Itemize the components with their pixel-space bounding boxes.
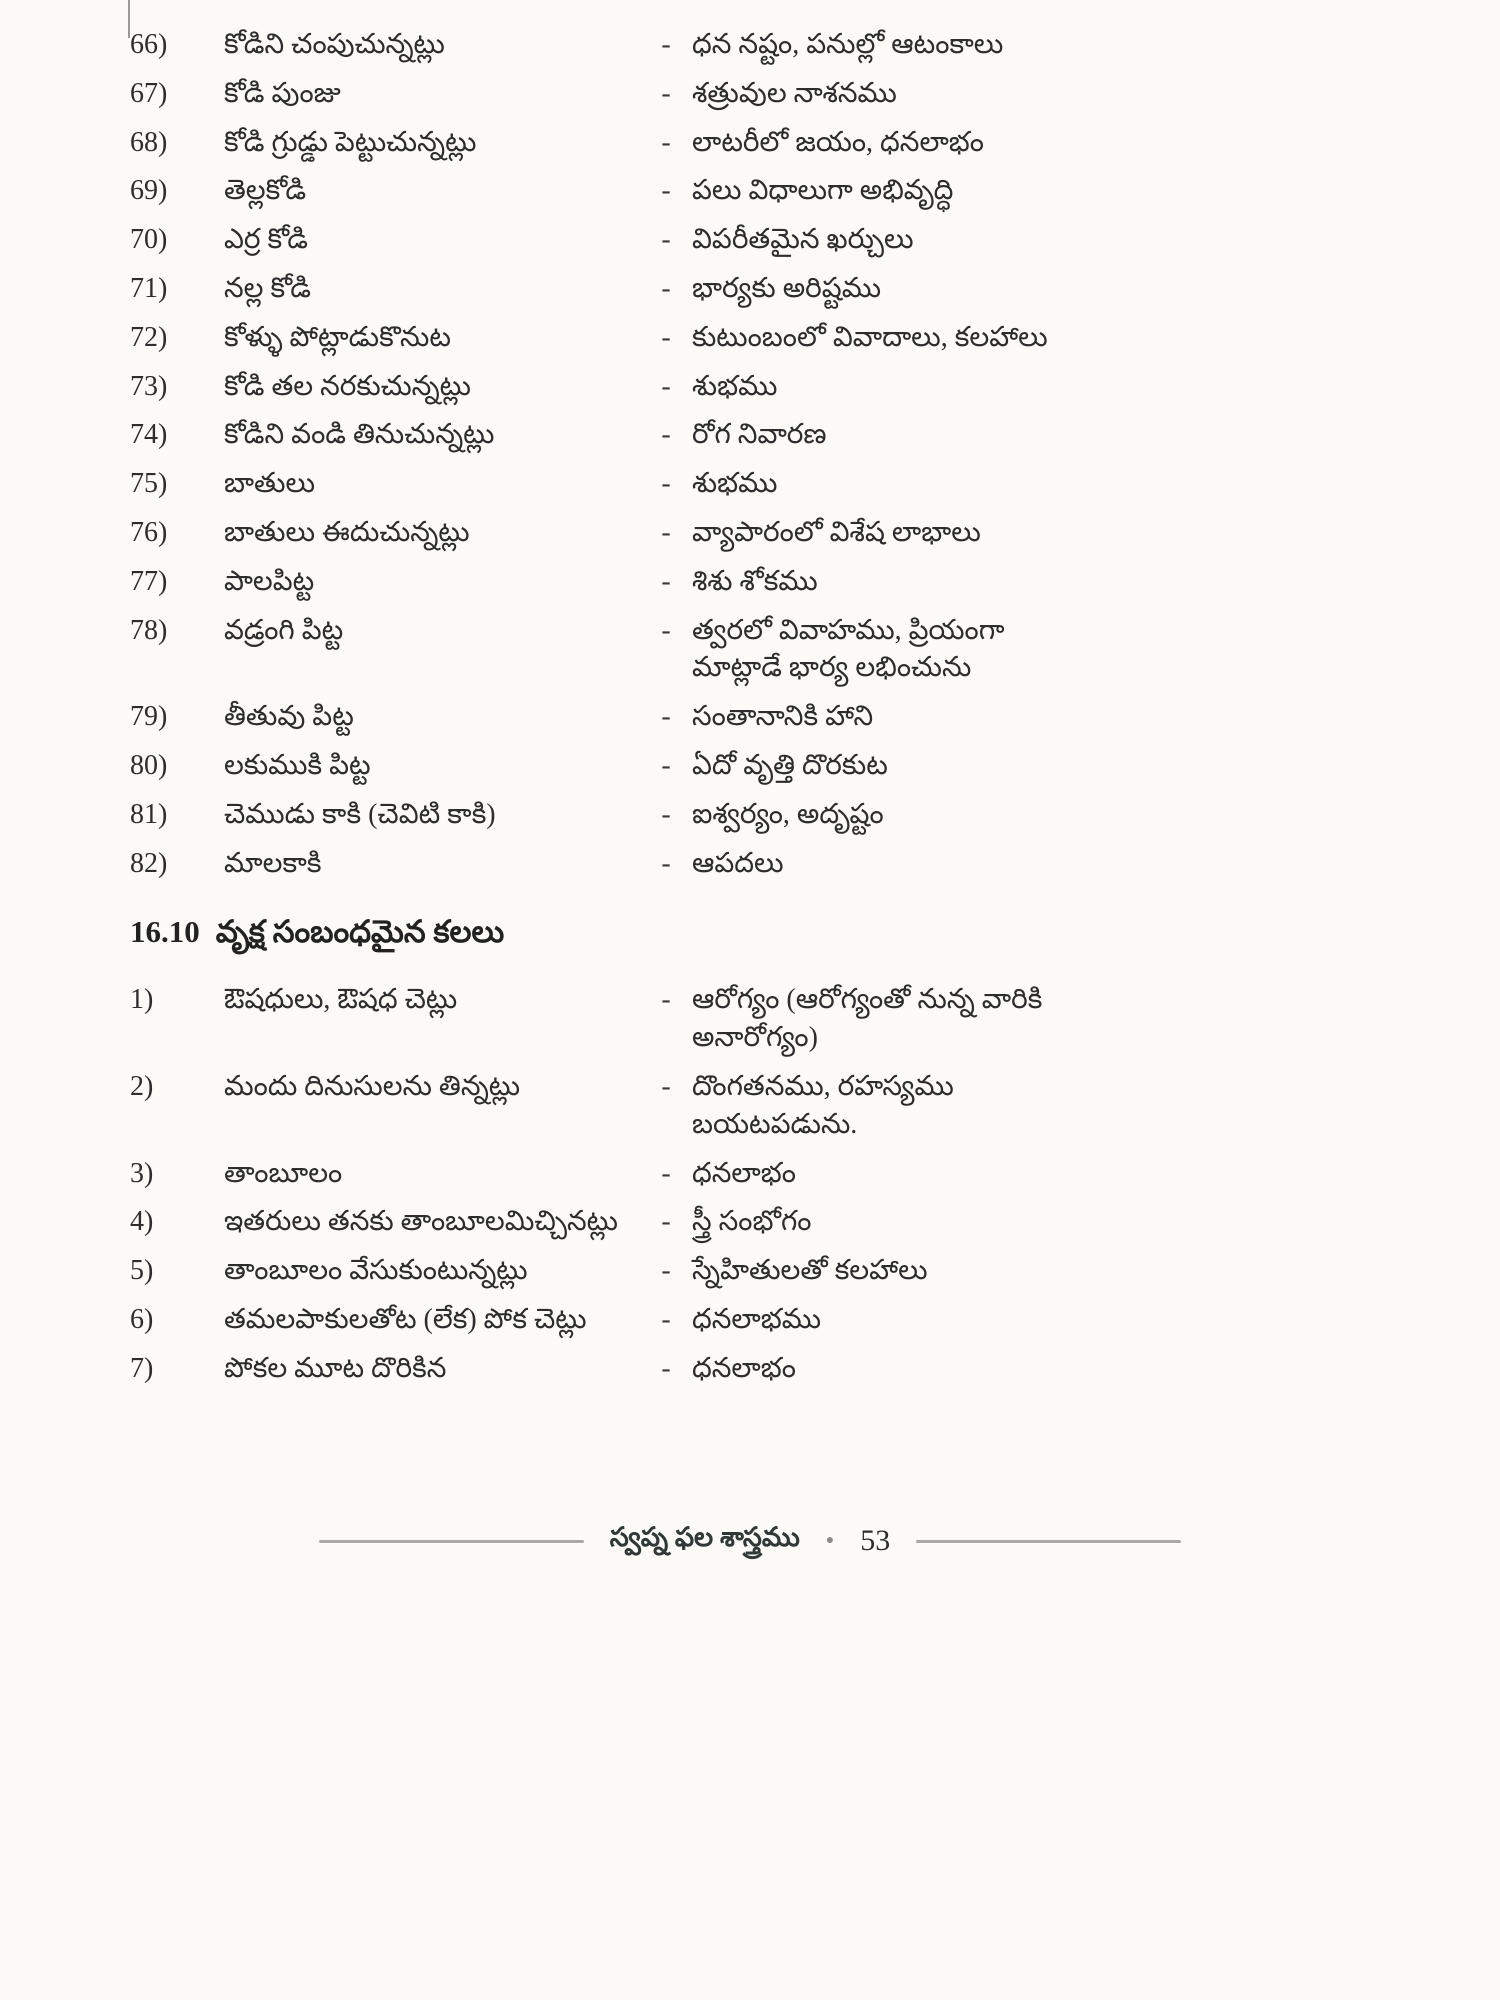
item-number: 71)	[130, 272, 168, 304]
separator-dash: -	[661, 1070, 671, 1102]
result-text: త్వరలో వివాహము, ప్రియంగా మాట్లాడే భార్య లభించును	[692, 614, 1005, 684]
separator-dash: -	[661, 798, 671, 830]
separator-dash: -	[661, 370, 671, 402]
result-text: ధనలాభం	[692, 1157, 796, 1189]
result-text: శిశు శోకము	[692, 565, 818, 597]
separator-dash: -	[661, 468, 671, 500]
item-number: 74)	[130, 419, 168, 451]
separator-dash: -	[661, 77, 671, 109]
result-text: విపరీతమైన ఖర్చులు	[692, 224, 914, 256]
dream-text: పాలపిట్ట	[224, 565, 315, 597]
result-text: స్త్రీ సంభోగం	[692, 1206, 812, 1238]
list-item	[128, 368, 1440, 406]
result-text: శుభము	[692, 468, 778, 500]
list-item	[128, 26, 1440, 64]
result-text: శత్రువుల నాశనము	[692, 77, 897, 109]
separator-dash: -	[661, 516, 671, 548]
list-item	[128, 1301, 1440, 1339]
item-number: 5)	[130, 1255, 154, 1287]
list-item	[128, 796, 1440, 834]
dream-list-66-82	[128, 26, 1440, 882]
dream-text: బాతులు	[224, 468, 316, 500]
dream-text: మాలకాకి	[224, 847, 322, 879]
dream-text: తాంబూలం వేసుకుంటున్నట్లు	[224, 1255, 528, 1287]
dream-text: తీతువు పిట్ట	[224, 701, 354, 733]
dream-text: బాతులు ఈదుచున్నట్లు	[224, 516, 470, 548]
item-number: 72)	[130, 321, 168, 353]
result-text: ధనలాభము	[692, 1303, 822, 1335]
dream-text: తెల్లకోడి	[224, 175, 307, 207]
item-number: 80)	[130, 749, 168, 781]
footer-page-number: 53	[860, 1524, 891, 1557]
item-number: 1)	[130, 984, 154, 1016]
result-text: పలు విధాలుగా అభివృద్ధి	[692, 175, 954, 207]
footer-book-title: స్వప్న ఫల శాస్త్రము	[609, 1522, 800, 1552]
page-footer	[0, 1522, 1500, 1560]
item-number: 76)	[130, 516, 168, 548]
separator-dash: -	[661, 984, 671, 1016]
item-number: 67)	[130, 77, 168, 109]
result-text: కుటుంబంలో వివాదాలు, కలహాలు	[692, 321, 1048, 353]
item-number: 75)	[130, 468, 168, 500]
list-item	[128, 514, 1440, 552]
result-text: దొంగతనము, రహస్యము బయటపడును.	[692, 1070, 954, 1140]
item-number: 81)	[130, 798, 168, 830]
separator-dash: -	[661, 1255, 671, 1287]
list-item	[128, 845, 1440, 883]
list-item	[128, 221, 1440, 259]
result-text: స్నేహితులతో కలహాలు	[692, 1255, 928, 1287]
result-text: భార్యకు అరిష్టము	[692, 272, 882, 304]
dream-text: తాంబూలం	[224, 1157, 343, 1189]
list-item	[128, 465, 1440, 503]
list-item	[128, 1203, 1440, 1241]
list-item	[128, 1155, 1440, 1193]
result-text: ఆరోగ్యం (ఆరోగ్యంతో నున్న వారికి అనారోగ్యం)	[692, 984, 1043, 1054]
dream-text: వడ్రంగి పిట్ట	[224, 614, 344, 646]
section-heading	[130, 914, 1440, 957]
dream-text: కోడి పుంజు	[224, 77, 341, 109]
list-item	[128, 981, 1440, 1057]
dream-text: కోడిని వండి తినుచున్నట్లు	[224, 419, 495, 451]
separator-dash: -	[661, 175, 671, 207]
section-title: వృక్ష సంబంధమైన కలలు	[215, 914, 505, 950]
list-item	[128, 563, 1440, 601]
footer-rule-right	[916, 1540, 1181, 1543]
item-number: 7)	[130, 1352, 154, 1384]
item-number: 78)	[130, 614, 168, 646]
list-item	[128, 319, 1440, 357]
list-item	[128, 747, 1440, 785]
separator-dash: -	[661, 1303, 671, 1335]
list-item	[128, 416, 1440, 454]
separator-dash: -	[661, 701, 671, 733]
result-text: ఆపదలు	[692, 847, 784, 879]
page-edge-mark	[128, 0, 130, 38]
item-number: 68)	[130, 126, 168, 158]
list-item	[128, 1350, 1440, 1388]
item-number: 6)	[130, 1303, 154, 1335]
dream-text: కోడిని చంపుచున్నట్లు	[224, 29, 445, 60]
dream-text: కోడి గ్రుడ్డు పెట్టుచున్నట్లు	[224, 126, 477, 158]
item-number: 70)	[130, 224, 168, 256]
dream-text: కోడి తల నరకుచున్నట్లు	[224, 370, 471, 402]
item-number: 77)	[130, 565, 168, 597]
result-text: శుభము	[692, 370, 778, 402]
separator-dash: -	[661, 419, 671, 451]
list-item	[128, 75, 1440, 113]
dream-text: ఎర్ర కోడి	[224, 224, 309, 256]
item-number: 2)	[130, 1070, 154, 1102]
dream-text: నల్ల కోడి	[224, 272, 312, 304]
list-item	[128, 698, 1440, 736]
list-item	[128, 270, 1440, 308]
item-number: 4)	[130, 1206, 154, 1238]
list-item	[128, 124, 1440, 162]
dream-text: ఔషధులు, ఔషధ చెట్లు	[224, 984, 458, 1016]
dream-text: పోకల మూట దొరికిన	[224, 1352, 447, 1384]
separator-dash: -	[661, 321, 671, 353]
item-number: 66)	[130, 29, 168, 60]
result-text: వ్యాపారంలో విశేష లాభాలు	[692, 516, 981, 548]
result-text: ధన నష్టం, పనుల్లో ఆటంకాలు	[692, 29, 1004, 60]
result-text: ఏదో వృత్తి దొరకుట	[692, 749, 888, 781]
list-item	[128, 172, 1440, 210]
dream-text: కోళ్ళు పోట్లాడుకొనుట	[224, 321, 451, 353]
result-text: ధనలాభం	[692, 1352, 796, 1384]
footer-rule-left	[319, 1540, 584, 1543]
item-number: 3)	[130, 1157, 154, 1189]
separator-dash: -	[661, 272, 671, 304]
separator-dash: -	[661, 847, 671, 879]
result-text: రోగ నివారణ	[692, 419, 827, 451]
item-number: 82)	[130, 847, 168, 879]
dream-text: చెముడు కాకి (చెవిటి కాకి)	[224, 798, 496, 830]
separator-dash: -	[661, 1352, 671, 1384]
separator-dash: -	[661, 1157, 671, 1189]
list-item	[128, 1068, 1440, 1144]
list-item	[128, 1252, 1440, 1290]
dream-text: ఇతరులు తనకు తాంబూలమిచ్చినట్లు	[224, 1206, 618, 1238]
footer-dot: ●	[825, 1533, 835, 1548]
result-text: లాటరీలో జయం, ధనలాభం	[692, 126, 984, 158]
result-text: సంతానానికి హాని	[692, 701, 874, 733]
separator-dash: -	[661, 749, 671, 781]
section-number: 16.10	[130, 914, 200, 950]
item-number: 73)	[130, 370, 168, 402]
item-number: 79)	[130, 701, 168, 733]
separator-dash: -	[661, 614, 671, 646]
item-number: 69)	[130, 175, 168, 207]
dream-list-tree-section	[128, 981, 1440, 1387]
separator-dash: -	[661, 29, 671, 60]
dream-text: తమలపాకులతోట (లేక) పోక చెట్లు	[224, 1303, 587, 1335]
dream-text: లకుముకి పిట్ట	[224, 749, 371, 781]
dream-text: మందు దినుసులను తిన్నట్లు	[224, 1070, 521, 1102]
list-item	[128, 612, 1440, 688]
separator-dash: -	[661, 1206, 671, 1238]
separator-dash: -	[661, 224, 671, 256]
separator-dash: -	[661, 126, 671, 158]
result-text: ఐశ్వర్యం, అదృష్టం	[692, 798, 884, 830]
separator-dash: -	[661, 565, 671, 597]
